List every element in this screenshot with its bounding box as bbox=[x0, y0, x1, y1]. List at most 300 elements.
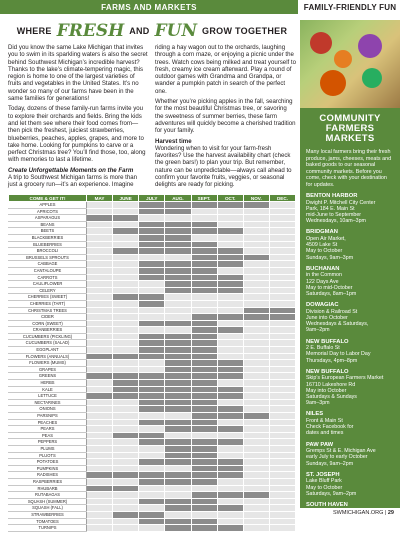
harvest-available-cell bbox=[165, 426, 191, 433]
market-name: NILES bbox=[306, 411, 324, 418]
harvest-available-cell bbox=[165, 386, 191, 393]
harvest-available-cell bbox=[165, 333, 191, 340]
harvest-available-cell bbox=[217, 439, 243, 446]
harvest-empty-cell bbox=[139, 492, 165, 499]
harvest-empty-cell bbox=[113, 234, 139, 241]
harvest-available-cell bbox=[113, 228, 139, 235]
harvest-empty-cell bbox=[269, 294, 295, 301]
crop-name: HERBS bbox=[9, 380, 87, 387]
harvest-available-cell bbox=[139, 234, 165, 241]
harvest-available-cell bbox=[191, 386, 217, 393]
harvest-empty-cell bbox=[217, 347, 243, 354]
crop-name: CARROTS bbox=[9, 274, 87, 281]
harvest-row bbox=[9, 380, 296, 387]
farm-produce-photo bbox=[300, 20, 400, 108]
harvest-empty-cell bbox=[87, 327, 113, 334]
harvest-empty-cell bbox=[217, 215, 243, 222]
market-detail: May to October bbox=[306, 248, 343, 255]
harvest-empty-cell bbox=[191, 294, 217, 301]
harvest-available-cell bbox=[139, 241, 165, 248]
harvest-empty-cell bbox=[269, 393, 295, 400]
article-column-left bbox=[8, 44, 148, 192]
market-detail: dates and times bbox=[306, 430, 344, 437]
harvest-available-cell bbox=[217, 413, 243, 420]
harvest-empty-cell bbox=[113, 254, 139, 261]
harvest-available-cell bbox=[191, 393, 217, 400]
market-detail: Saturdays, 8am–1pm bbox=[306, 291, 357, 298]
harvest-available-cell bbox=[191, 241, 217, 248]
harvest-available-cell bbox=[165, 406, 191, 413]
crop-name: CRANBERRIES bbox=[9, 327, 87, 334]
harvest-available-cell bbox=[139, 459, 165, 466]
harvest-empty-cell bbox=[87, 452, 113, 459]
harvest-empty-cell bbox=[87, 221, 113, 228]
harvest-empty-cell bbox=[87, 445, 113, 452]
harvest-empty-cell bbox=[113, 347, 139, 354]
harvest-available-cell bbox=[87, 353, 113, 360]
harvest-empty-cell bbox=[87, 294, 113, 301]
market-detail: Wednesdays, 8am–2pm bbox=[306, 521, 364, 528]
harvest-empty-cell bbox=[113, 459, 139, 466]
harvest-empty-cell bbox=[243, 208, 269, 215]
harvest-available-cell bbox=[165, 452, 191, 459]
harvest-available-cell bbox=[191, 399, 217, 406]
harvest-empty-cell bbox=[113, 300, 139, 307]
harvest-empty-cell bbox=[87, 281, 113, 288]
harvest-empty-cell bbox=[113, 465, 139, 472]
harvest-empty-cell bbox=[113, 360, 139, 367]
harvest-empty-cell bbox=[87, 208, 113, 215]
harvest-available-cell bbox=[191, 419, 217, 426]
harvest-empty-cell bbox=[217, 445, 243, 452]
page-header bbox=[0, 0, 400, 14]
harvest-empty-cell bbox=[139, 281, 165, 288]
harvest-available-cell bbox=[217, 492, 243, 499]
harvest-available-cell bbox=[191, 413, 217, 420]
harvest-row bbox=[9, 505, 296, 512]
market-name: NEW BUFFALO bbox=[306, 368, 349, 375]
harvest-empty-cell bbox=[217, 234, 243, 241]
harvest-available-cell bbox=[139, 511, 165, 518]
harvest-row bbox=[9, 413, 296, 420]
harvest-empty-cell bbox=[87, 314, 113, 321]
harvest-available-cell bbox=[191, 353, 217, 360]
harvest-available-cell bbox=[243, 307, 269, 314]
harvest-empty-cell bbox=[87, 333, 113, 340]
harvest-empty-cell bbox=[243, 426, 269, 433]
harvest-empty-cell bbox=[243, 485, 269, 492]
harvest-empty-cell bbox=[87, 300, 113, 307]
harvest-empty-cell bbox=[269, 327, 295, 334]
harvest-available-cell bbox=[113, 485, 139, 492]
harvest-available-cell bbox=[165, 525, 191, 532]
harvest-empty-cell bbox=[269, 373, 295, 380]
crop-name: APRICOTS bbox=[9, 208, 87, 215]
harvest-empty-cell bbox=[165, 254, 191, 261]
harvest-empty-cell bbox=[165, 314, 191, 321]
crop-name: RADISHES bbox=[9, 472, 87, 479]
harvest-empty-cell bbox=[113, 221, 139, 228]
harvest-empty-cell bbox=[113, 333, 139, 340]
harvest-empty-cell bbox=[87, 267, 113, 274]
harvest-empty-cell bbox=[87, 399, 113, 406]
harvest-empty-cell bbox=[165, 413, 191, 420]
harvest-empty-cell bbox=[243, 248, 269, 255]
harvest-empty-cell bbox=[243, 518, 269, 525]
harvest-empty-cell bbox=[243, 511, 269, 518]
harvest-available-cell bbox=[139, 221, 165, 228]
market-entry bbox=[306, 266, 394, 297]
harvest-empty-cell bbox=[165, 465, 191, 472]
harvest-empty-cell bbox=[269, 439, 295, 446]
harvest-available-cell bbox=[191, 261, 217, 268]
harvest-empty-cell bbox=[243, 340, 269, 347]
article-subheading: Create Unforgettable Moments on the Farm bbox=[8, 166, 134, 174]
harvest-available-cell bbox=[217, 274, 243, 281]
harvest-empty-cell bbox=[113, 366, 139, 373]
harvest-empty-cell bbox=[87, 241, 113, 248]
market-entry bbox=[306, 472, 394, 497]
market-entry bbox=[306, 302, 394, 333]
harvest-available-cell bbox=[191, 472, 217, 479]
harvest-row bbox=[9, 327, 296, 334]
harvest-empty-cell bbox=[139, 413, 165, 420]
harvest-empty-cell bbox=[113, 439, 139, 446]
harvest-available-cell bbox=[217, 472, 243, 479]
market-detail: May into October bbox=[306, 387, 347, 394]
harvest-empty-cell bbox=[87, 518, 113, 525]
headline-word: WHERE bbox=[16, 26, 52, 36]
harvest-empty-cell bbox=[269, 518, 295, 525]
harvest-empty-cell bbox=[191, 208, 217, 215]
harvest-available-cell bbox=[191, 274, 217, 281]
harvest-available-cell bbox=[165, 353, 191, 360]
harvest-row bbox=[9, 248, 296, 255]
harvest-available-cell bbox=[139, 294, 165, 301]
harvest-available-cell bbox=[165, 208, 191, 215]
harvest-available-cell bbox=[191, 320, 217, 327]
harvest-available-cell bbox=[191, 505, 217, 512]
harvest-available-cell bbox=[165, 518, 191, 525]
harvest-empty-cell bbox=[113, 261, 139, 268]
harvest-empty-cell bbox=[243, 465, 269, 472]
harvest-available-cell bbox=[113, 511, 139, 518]
harvest-empty-cell bbox=[269, 472, 295, 479]
harvest-empty-cell bbox=[269, 426, 295, 433]
harvest-empty-cell bbox=[243, 353, 269, 360]
harvest-available-cell bbox=[139, 406, 165, 413]
harvest-row bbox=[9, 314, 296, 321]
harvest-available-cell bbox=[217, 393, 243, 400]
harvest-empty-cell bbox=[87, 511, 113, 518]
market-detail: Saturdays & Sundays bbox=[306, 394, 357, 401]
market-detail: June to August bbox=[306, 514, 342, 521]
harvest-empty-cell bbox=[269, 445, 295, 452]
harvest-available-cell bbox=[165, 478, 191, 485]
market-entry bbox=[306, 502, 394, 540]
harvest-available-cell bbox=[217, 525, 243, 532]
harvest-empty-cell bbox=[139, 254, 165, 261]
harvest-available-cell bbox=[191, 221, 217, 228]
harvest-empty-cell bbox=[243, 472, 269, 479]
harvest-row bbox=[9, 241, 296, 248]
crop-name: KALE bbox=[9, 386, 87, 393]
harvest-available-cell bbox=[139, 518, 165, 525]
harvest-row bbox=[9, 353, 296, 360]
harvest-empty-cell bbox=[113, 505, 139, 512]
harvest-empty-cell bbox=[243, 241, 269, 248]
market-name: BRIDGMAN bbox=[306, 229, 338, 236]
market-detail: Wednesdays, 10am–3pm bbox=[306, 218, 366, 225]
harvest-row bbox=[9, 393, 296, 400]
harvest-empty-cell bbox=[243, 525, 269, 532]
harvest-empty-cell bbox=[269, 261, 295, 268]
harvest-empty-cell bbox=[217, 478, 243, 485]
harvest-available-cell bbox=[139, 419, 165, 426]
harvest-row bbox=[9, 439, 296, 446]
harvest-empty-cell bbox=[243, 327, 269, 334]
harvest-empty-cell bbox=[217, 380, 243, 387]
harvest-empty-cell bbox=[165, 300, 191, 307]
market-entry bbox=[306, 193, 394, 224]
harvest-empty-cell bbox=[243, 459, 269, 466]
section-title-right: FAMILY-FRIENDLY FUN bbox=[303, 2, 397, 12]
harvest-available-cell bbox=[191, 439, 217, 446]
article-paragraph: Did you know the same Lake Michigan that invites you to swim in its sparkling waters is also the secret behind Southwest Michigan’s incredible harvest? Thanks to the lake’s climate-tempering magic, this region is home to one of the largest varieties of fruits and vegetables in the United States. It’s no wonder so many of our farms have been in the same families for generations! bbox=[8, 44, 148, 103]
harvest-empty-cell bbox=[217, 307, 243, 314]
harvest-available-cell bbox=[139, 208, 165, 215]
harvest-available-cell bbox=[139, 439, 165, 446]
harvest-available-cell bbox=[165, 419, 191, 426]
harvest-empty-cell bbox=[269, 478, 295, 485]
month-header: AUG. bbox=[165, 195, 191, 202]
sidebar-intro: Many local farmers bring their fresh produce, jams, cheeses, meats and baked goods to our seasonal community markets. Before you come, check with your destination for updates. bbox=[306, 149, 392, 188]
harvest-available-cell bbox=[191, 228, 217, 235]
harvest-available-cell bbox=[217, 386, 243, 393]
harvest-empty-cell bbox=[217, 419, 243, 426]
crop-name: PARSNIPS bbox=[9, 413, 87, 420]
harvest-empty-cell bbox=[139, 327, 165, 334]
harvest-available-cell bbox=[165, 267, 191, 274]
harvest-available-cell bbox=[217, 327, 243, 334]
harvest-available-cell bbox=[217, 202, 243, 209]
harvest-available-cell bbox=[139, 353, 165, 360]
harvest-row bbox=[9, 234, 296, 241]
harvest-empty-cell bbox=[113, 320, 139, 327]
harvest-empty-cell bbox=[113, 267, 139, 274]
market-entry bbox=[306, 339, 394, 364]
crop-name: ONIONS bbox=[9, 406, 87, 413]
harvest-empty-cell bbox=[269, 248, 295, 255]
headline-word: AND bbox=[129, 26, 150, 36]
market-detail: 9am–3pm bbox=[306, 400, 330, 407]
harvest-empty-cell bbox=[217, 208, 243, 215]
harvest-empty-cell bbox=[243, 386, 269, 393]
harvest-available-cell bbox=[191, 373, 217, 380]
harvest-empty-cell bbox=[217, 432, 243, 439]
market-detail: Sundays, 9am–3pm bbox=[306, 254, 354, 261]
harvest-available-cell bbox=[191, 406, 217, 413]
harvest-empty-cell bbox=[139, 360, 165, 367]
harvest-empty-cell bbox=[243, 320, 269, 327]
harvest-empty-cell bbox=[191, 485, 217, 492]
harvest-empty-cell bbox=[269, 465, 295, 472]
crop-name: GREENS bbox=[9, 373, 87, 380]
harvest-empty-cell bbox=[139, 445, 165, 452]
harvest-available-cell bbox=[139, 228, 165, 235]
market-detail: 4509 Lake St bbox=[306, 242, 338, 249]
harvest-empty-cell bbox=[243, 281, 269, 288]
footer-site: SWMICHIGAN.ORG bbox=[332, 510, 384, 516]
crop-name: NECTARINES bbox=[9, 399, 87, 406]
harvest-empty-cell bbox=[269, 505, 295, 512]
harvest-empty-cell bbox=[269, 274, 295, 281]
crop-name: CUCUMBERS (SALAD) bbox=[9, 340, 87, 347]
harvest-empty-cell bbox=[269, 234, 295, 241]
crop-name: CELERY bbox=[9, 287, 87, 294]
market-name: ST. JOSEPH bbox=[306, 471, 340, 478]
harvest-row bbox=[9, 202, 296, 209]
harvest-available-cell bbox=[191, 202, 217, 209]
harvest-empty-cell bbox=[269, 485, 295, 492]
harvest-available-cell bbox=[191, 366, 217, 373]
crop-name: PEARS bbox=[9, 426, 87, 433]
crop-name: PEAS bbox=[9, 432, 87, 439]
market-detail: 9am–2pm bbox=[306, 327, 330, 334]
harvest-available-cell bbox=[217, 281, 243, 288]
harvest-empty-cell bbox=[87, 478, 113, 485]
harvest-empty-cell bbox=[269, 287, 295, 294]
harvest-empty-cell bbox=[113, 426, 139, 433]
harvest-empty-cell bbox=[87, 406, 113, 413]
harvest-empty-cell bbox=[269, 360, 295, 367]
harvest-available-cell bbox=[191, 360, 217, 367]
harvest-empty-cell bbox=[113, 452, 139, 459]
harvest-empty-cell bbox=[269, 281, 295, 288]
harvest-available-cell bbox=[139, 202, 165, 209]
harvest-empty-cell bbox=[269, 254, 295, 261]
harvest-available-cell bbox=[165, 439, 191, 446]
harvest-empty-cell bbox=[87, 505, 113, 512]
harvest-empty-cell bbox=[87, 202, 113, 209]
harvest-empty-cell bbox=[113, 314, 139, 321]
harvest-available-cell bbox=[139, 333, 165, 340]
harvest-empty-cell bbox=[243, 505, 269, 512]
harvest-available-cell bbox=[165, 373, 191, 380]
harvest-empty-cell bbox=[269, 406, 295, 413]
harvest-empty-cell bbox=[217, 267, 243, 274]
harvest-empty-cell bbox=[87, 307, 113, 314]
market-detail: May to October bbox=[306, 484, 343, 491]
harvest-empty-cell bbox=[139, 215, 165, 222]
crop-name: BRUSSELS SPROUTS bbox=[9, 254, 87, 261]
article-paragraph: riding a hay wagon out to the orchards, laughing through a corn maze, or enjoying a picnic under the trees. Watch cows being milked and treat yourself to fresh, creamy ice cream afterward. Play a round of outdoor games with Grandma and Grandpa, or wander a pumpkin patch in search of the perfect one. bbox=[155, 44, 297, 95]
market-detail: Open Air Market, bbox=[306, 236, 346, 242]
harvest-empty-cell bbox=[243, 498, 269, 505]
market-entry bbox=[306, 442, 394, 467]
harvest-row bbox=[9, 267, 296, 274]
harvest-available-cell bbox=[165, 221, 191, 228]
harvest-empty-cell bbox=[217, 518, 243, 525]
harvest-empty-cell bbox=[269, 353, 295, 360]
harvest-available-cell bbox=[165, 445, 191, 452]
harvest-empty-cell bbox=[139, 465, 165, 472]
harvest-row bbox=[9, 347, 296, 354]
harvest-empty-cell bbox=[113, 518, 139, 525]
market-detail: Park, 184 E. Main St bbox=[306, 205, 355, 212]
harvest-available-cell bbox=[165, 320, 191, 327]
harvest-empty-cell bbox=[87, 360, 113, 367]
market-detail: Saturdays, 8am–2pm bbox=[306, 533, 357, 540]
harvest-available-cell bbox=[113, 393, 139, 400]
harvest-empty-cell bbox=[87, 234, 113, 241]
harvest-empty-cell bbox=[217, 485, 243, 492]
harvest-available-cell bbox=[165, 459, 191, 466]
harvest-available-cell bbox=[165, 347, 191, 354]
market-detail: Dwight P. Mitchell City Center bbox=[306, 199, 376, 206]
harvest-available-cell bbox=[139, 393, 165, 400]
market-name: PAW PAW bbox=[306, 441, 334, 448]
harvest-empty-cell bbox=[87, 287, 113, 294]
harvest-available-cell bbox=[113, 248, 139, 255]
harvest-empty-cell bbox=[269, 511, 295, 518]
harvest-available-cell bbox=[243, 202, 269, 209]
harvest-row bbox=[9, 274, 296, 281]
crop-name: TOMATOES bbox=[9, 518, 87, 525]
harvest-available-cell bbox=[191, 525, 217, 532]
harvest-empty-cell bbox=[165, 432, 191, 439]
harvest-available-cell bbox=[191, 333, 217, 340]
harvest-available-cell bbox=[139, 498, 165, 505]
harvest-available-cell bbox=[191, 347, 217, 354]
harvest-available-cell bbox=[139, 380, 165, 387]
harvest-empty-cell bbox=[191, 215, 217, 222]
market-detail: Check Facebook for bbox=[306, 424, 354, 431]
harvest-empty-cell bbox=[243, 366, 269, 373]
harvest-empty-cell bbox=[165, 327, 191, 334]
harvest-empty-cell bbox=[113, 287, 139, 294]
harvest-body bbox=[9, 202, 296, 532]
harvest-row bbox=[9, 518, 296, 525]
month-header: OCT. bbox=[217, 195, 243, 202]
crop-name: BEETS bbox=[9, 228, 87, 235]
harvest-available-cell bbox=[217, 373, 243, 380]
harvest-row bbox=[9, 459, 296, 466]
harvest-empty-cell bbox=[217, 353, 243, 360]
harvest-available-cell bbox=[165, 366, 191, 373]
harvest-empty-cell bbox=[113, 241, 139, 248]
harvest-row bbox=[9, 498, 296, 505]
harvest-empty-cell bbox=[217, 320, 243, 327]
harvest-row bbox=[9, 287, 296, 294]
harvest-empty-cell bbox=[217, 333, 243, 340]
harvest-row bbox=[9, 373, 296, 380]
harvest-available-cell bbox=[113, 215, 139, 222]
harvest-empty-cell bbox=[191, 300, 217, 307]
harvest-empty-cell bbox=[113, 281, 139, 288]
crop-name: FLOWERS (MUMS) bbox=[9, 360, 87, 367]
market-name: BENTON HARBOR bbox=[306, 193, 358, 199]
harvest-available-cell bbox=[165, 393, 191, 400]
harvest-available-cell bbox=[217, 360, 243, 367]
harvest-empty-cell bbox=[87, 261, 113, 268]
harvest-available-cell bbox=[191, 340, 217, 347]
harvest-empty-cell bbox=[87, 228, 113, 235]
crop-name: TURNIPS bbox=[9, 525, 87, 532]
harvest-empty-cell bbox=[269, 366, 295, 373]
harvest-empty-cell bbox=[87, 413, 113, 420]
harvest-available-cell bbox=[217, 228, 243, 235]
